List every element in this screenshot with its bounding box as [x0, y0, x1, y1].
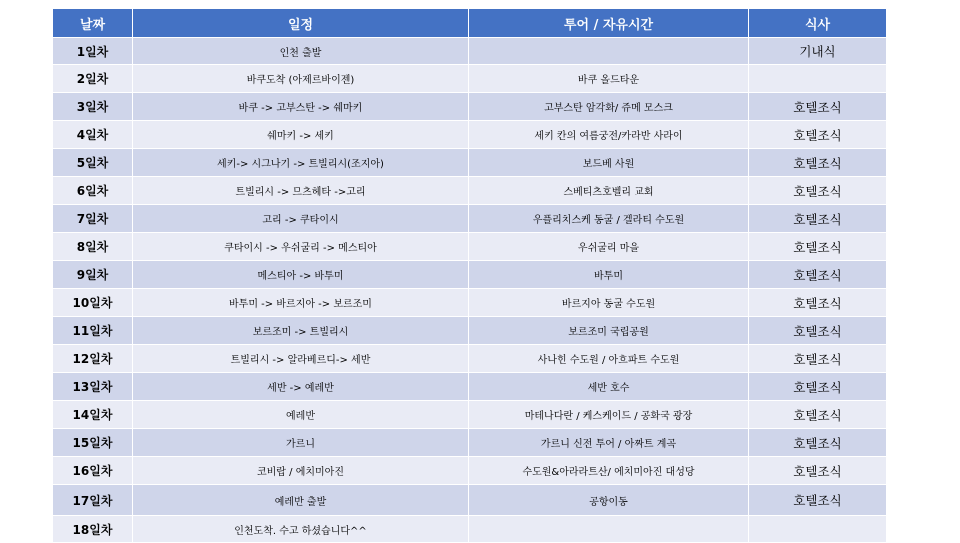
- meal-cell: 호텔조식: [749, 457, 887, 485]
- schedule-cell: 가르니: [133, 429, 469, 457]
- tour-cell: 수도원&아라라트산/ 에치미아진 대성당: [469, 457, 749, 485]
- table-row: [53, 289, 887, 317]
- tour-cell: 가르니 신전 투어 / 아짜트 계곡: [469, 429, 749, 457]
- tour-cell: 세반 호수: [469, 373, 749, 401]
- day-cell: 16일차: [53, 457, 133, 485]
- table-row: [53, 345, 887, 373]
- day-cell: 4일차: [53, 121, 133, 149]
- meal-cell: 호텔조식: [749, 93, 887, 121]
- tour-cell: [469, 38, 749, 65]
- tour-cell: 바투미: [469, 261, 749, 289]
- day-cell: 13일차: [53, 373, 133, 401]
- tour-cell: 세키 칸의 여름궁전/카라반 사라이: [469, 121, 749, 149]
- day-cell: 18일차: [53, 516, 133, 543]
- tour-cell: 바르지아 동굴 수도원: [469, 289, 749, 317]
- tour-cell: [469, 516, 749, 543]
- table-row: [53, 65, 887, 93]
- day-cell: 10일차: [53, 289, 133, 317]
- table-row: [53, 373, 887, 401]
- meal-cell: [749, 65, 887, 93]
- schedule-cell: 세반 -> 예레반: [133, 373, 469, 401]
- schedule-cell: 예레반 출발: [133, 485, 469, 516]
- table-row: [53, 457, 887, 485]
- schedule-cell: 바쿠도착 (아제르바이젠): [133, 65, 469, 93]
- meal-cell: 호텔조식: [749, 485, 887, 516]
- itinerary-table: [52, 8, 887, 543]
- tour-cell: 사나힌 수도원 / 아흐파트 수도원: [469, 345, 749, 373]
- tour-cell: 바쿠 올드타운: [469, 65, 749, 93]
- table-row: [53, 149, 887, 177]
- meal-cell: 호텔조식: [749, 401, 887, 429]
- table-row: [53, 485, 887, 516]
- day-cell: 2일차: [53, 65, 133, 93]
- table-row: [53, 429, 887, 457]
- day-cell: 5일차: [53, 149, 133, 177]
- schedule-cell: 인천 출발: [133, 38, 469, 65]
- header-meal: 식사: [749, 9, 887, 38]
- meal-cell: 호텔조식: [749, 317, 887, 345]
- schedule-cell: 바투미 -> 바르지아 -> 보르조미: [133, 289, 469, 317]
- day-cell: 17일차: [53, 485, 133, 516]
- table-body: [53, 38, 887, 543]
- table-row: [53, 516, 887, 543]
- table-row: [53, 38, 887, 65]
- schedule-cell: 트빌리시 -> 므츠헤타 ->고리: [133, 177, 469, 205]
- table-row: [53, 261, 887, 289]
- schedule-cell: 보르조미 -> 트빌리시: [133, 317, 469, 345]
- meal-cell: 호텔조식: [749, 429, 887, 457]
- tour-cell: 스베티츠호벨리 교회: [469, 177, 749, 205]
- table-row: [53, 401, 887, 429]
- table-row: [53, 177, 887, 205]
- table-row: [53, 205, 887, 233]
- day-cell: 14일차: [53, 401, 133, 429]
- schedule-cell: 예레반: [133, 401, 469, 429]
- table-row: [53, 233, 887, 261]
- meal-cell: [749, 516, 887, 543]
- schedule-cell: 쿠타이시 -> 우쉬굴리 -> 메스티아: [133, 233, 469, 261]
- schedule-cell: 메스티아 -> 바투미: [133, 261, 469, 289]
- meal-cell: 호텔조식: [749, 121, 887, 149]
- meal-cell: 호텔조식: [749, 289, 887, 317]
- day-cell: 7일차: [53, 205, 133, 233]
- day-cell: 11일차: [53, 317, 133, 345]
- meal-cell: 호텔조식: [749, 233, 887, 261]
- header-row: [53, 9, 887, 38]
- meal-cell: 호텔조식: [749, 149, 887, 177]
- meal-cell: 호텔조식: [749, 345, 887, 373]
- day-cell: 15일차: [53, 429, 133, 457]
- tour-cell: 보르조미 국립공원: [469, 317, 749, 345]
- meal-cell: 호텔조식: [749, 205, 887, 233]
- header-schedule: 일정: [133, 9, 469, 38]
- table-row: [53, 317, 887, 345]
- schedule-cell: 인천도착. 수고 하셨습니다^^: [133, 516, 469, 543]
- day-cell: 3일차: [53, 93, 133, 121]
- day-cell: 9일차: [53, 261, 133, 289]
- table-row: [53, 93, 887, 121]
- tour-cell: 공항이동: [469, 485, 749, 516]
- day-cell: 8일차: [53, 233, 133, 261]
- schedule-cell: 코비랍 / 에치미아진: [133, 457, 469, 485]
- schedule-cell: 트빌리시 -> 알라베르디-> 세반: [133, 345, 469, 373]
- schedule-cell: 세키-> 시그나기 -> 트빌리시(조지아): [133, 149, 469, 177]
- meal-cell: 호텔조식: [749, 261, 887, 289]
- meal-cell: 호텔조식: [749, 177, 887, 205]
- tour-cell: 보드베 사원: [469, 149, 749, 177]
- day-cell: 1일차: [53, 38, 133, 65]
- schedule-cell: 바쿠 -> 고부스탄 -> 쉐마키: [133, 93, 469, 121]
- meal-cell: 기내식: [749, 38, 887, 65]
- schedule-cell: 쉐마키 -> 세키: [133, 121, 469, 149]
- tour-cell: 우플리치스케 동굴 / 겔라티 수도원: [469, 205, 749, 233]
- header-day: 날짜: [53, 9, 133, 38]
- day-cell: 12일차: [53, 345, 133, 373]
- schedule-cell: 고리 -> 쿠타이시: [133, 205, 469, 233]
- table-row: [53, 121, 887, 149]
- meal-cell: 호텔조식: [749, 373, 887, 401]
- header-tour: 투어 / 자유시간: [469, 9, 749, 38]
- tour-cell: 고부스탄 암각화/ 쥬메 모스크: [469, 93, 749, 121]
- day-cell: 6일차: [53, 177, 133, 205]
- tour-cell: 우쉬굴리 마을: [469, 233, 749, 261]
- tour-cell: 마테나다란 / 케스케이드 / 공화국 광장: [469, 401, 749, 429]
